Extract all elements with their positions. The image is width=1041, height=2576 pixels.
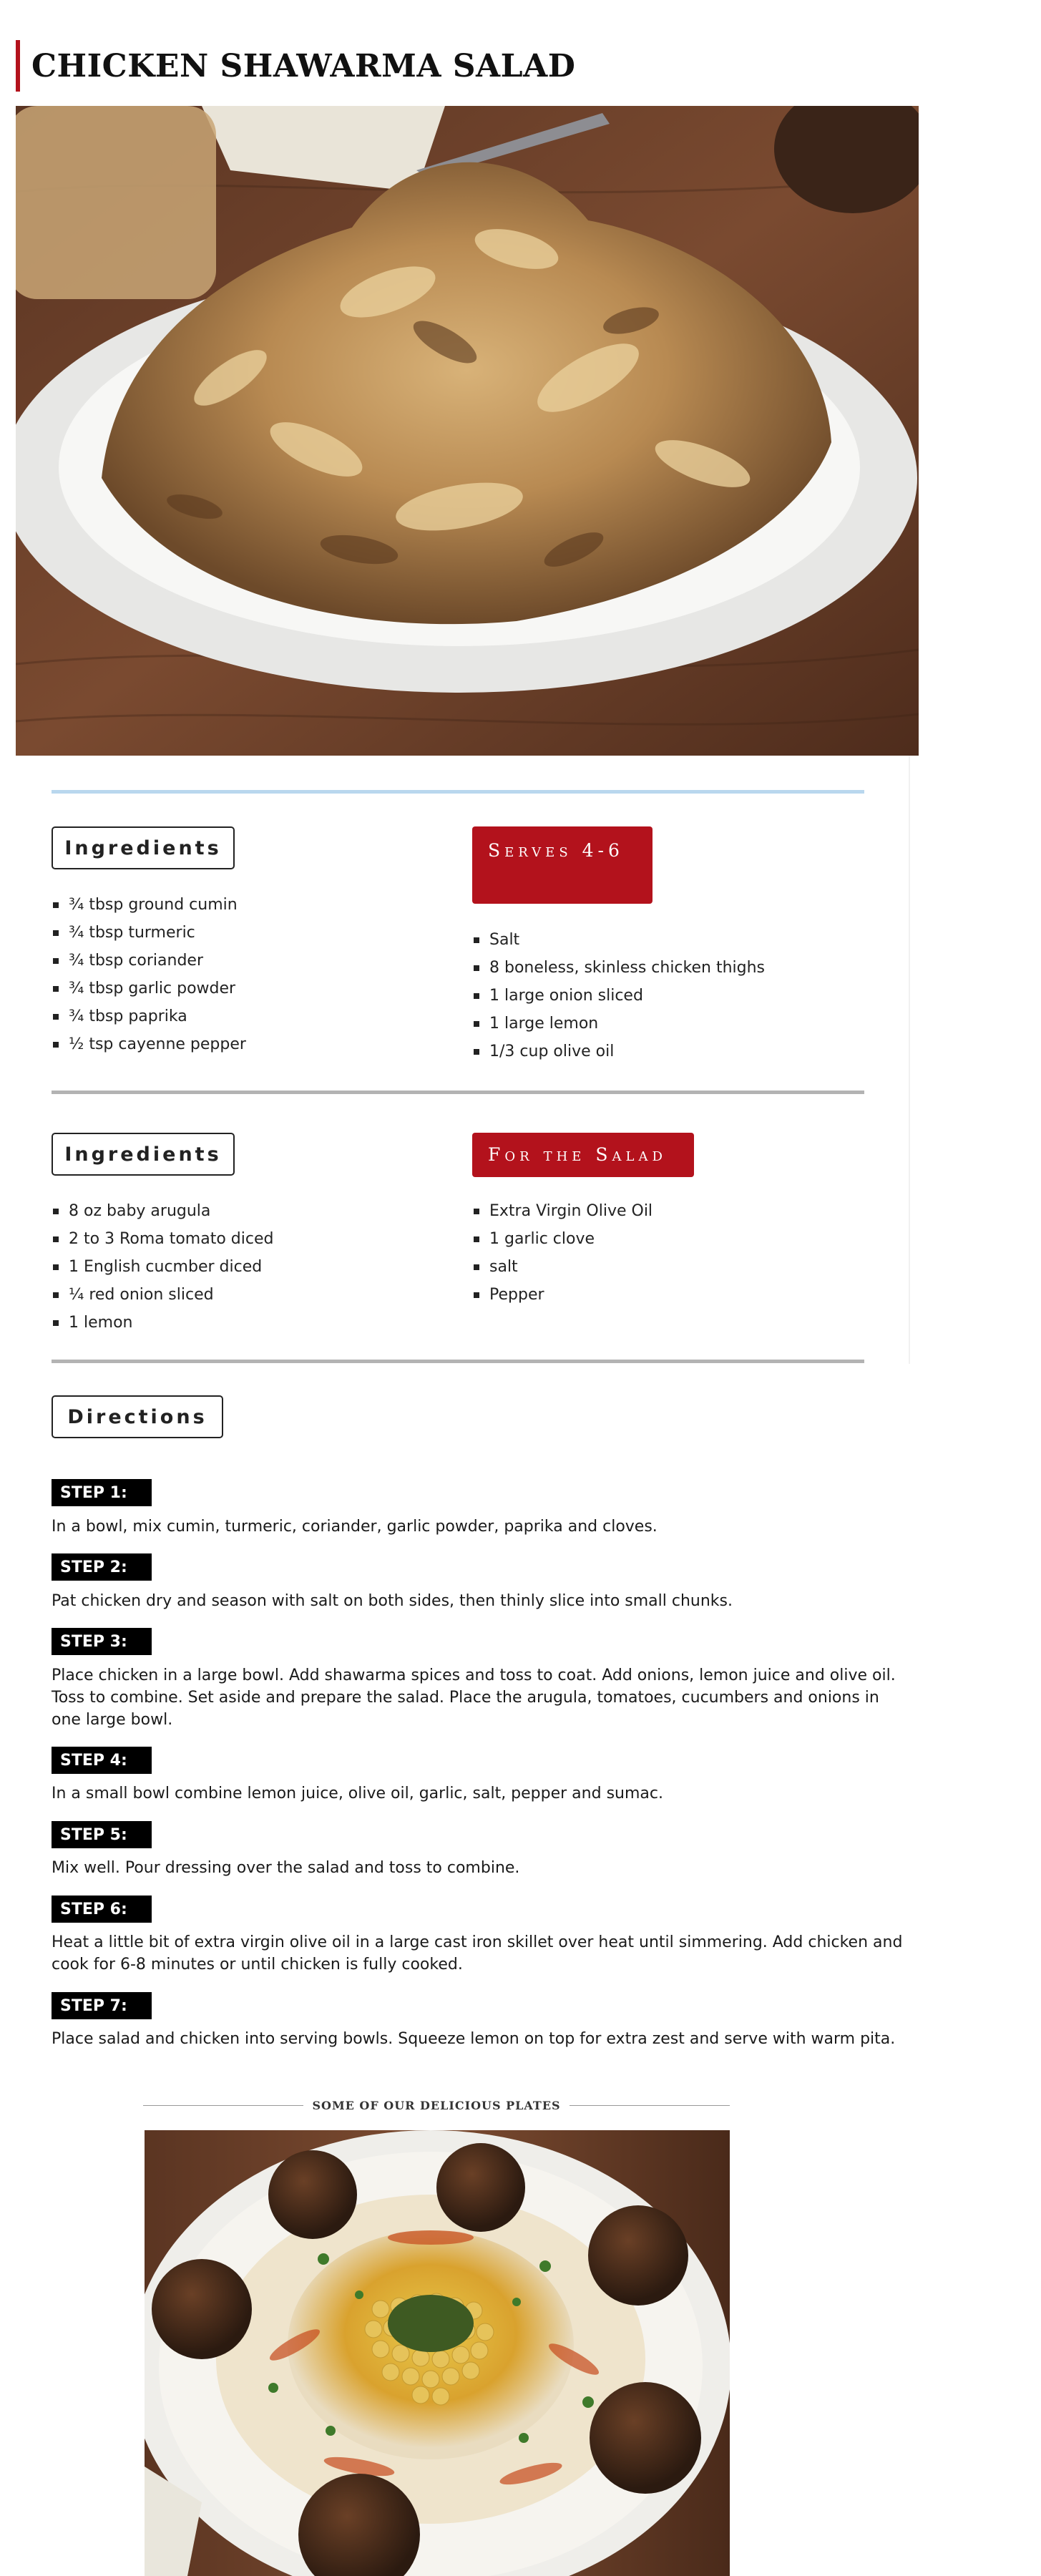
- step-3-text: Place chicken in a large bowl. Add shawarma spices and toss to coat. Add onions, lemon juice and olive oil. Toss to combine. Set aside and prepare the salad. Place the arugula, tomatoes, cucumbers and onions in one large bowl.: [52, 1667, 896, 1729]
- step-2-text: Pat chicken dry and season with salt on both sides, then thinly slice into small chunks.: [52, 1592, 733, 1610]
- caption-rule-right: [570, 2105, 730, 2106]
- list-item: 1 large lemon: [472, 1010, 901, 1038]
- serves-badge: Serves 4-6: [472, 826, 653, 904]
- main-ingredients-list: [472, 926, 901, 1065]
- list-item: ¾ tbsp turmeric: [52, 919, 452, 947]
- list-item: 1 garlic clove: [472, 1225, 901, 1253]
- directions-heading: Directions: [52, 1395, 223, 1438]
- ingredients-heading-1: Ingredients: [52, 826, 235, 869]
- section-divider-blue: [52, 790, 864, 794]
- title-block: [16, 40, 575, 92]
- list-item: ¾ tbsp ground cumin: [52, 891, 452, 919]
- list-item: ¾ tbsp coriander: [52, 947, 452, 975]
- step-6-text: Heat a little bit of extra virgin olive oil in a large cast iron skillet over heat until simmering. Add chicken and cook for 6-8 minutes or until chicken is fully cooked.: [52, 1933, 903, 1974]
- step-1-badge: STEP 1:: [52, 1479, 152, 1506]
- gallery-caption: [143, 2094, 730, 2116]
- panel-edge: [909, 756, 910, 1364]
- list-item: ¾ tbsp garlic powder: [52, 975, 452, 1002]
- dressing-ingredients-list: [472, 1197, 901, 1309]
- page-title: CHICKEN SHAWARMA SALAD: [31, 47, 576, 84]
- section-divider-gray: [52, 1360, 864, 1363]
- list-item: 1 large onion sliced: [472, 982, 901, 1010]
- list-item: ¼ red onion sliced: [52, 1281, 452, 1309]
- hero-shawarma-photo: [16, 106, 919, 756]
- list-item: 1 lemon: [52, 1309, 452, 1337]
- caption-text: SOME OF OUR DELICIOUS PLATES: [312, 2098, 561, 2112]
- ingredients-heading-2: Ingredients: [52, 1133, 235, 1176]
- step-7-text: Place salad and chicken into serving bowls. Squeeze lemon on top for extra zest and serve with warm pita.: [52, 2030, 896, 2048]
- caption-rule-left: [143, 2105, 303, 2106]
- section-divider-gray: [52, 1091, 864, 1094]
- list-item: ½ tsp cayenne pepper: [52, 1030, 452, 1058]
- list-item: ¾ tbsp paprika: [52, 1002, 452, 1030]
- list-item: salt: [472, 1253, 901, 1281]
- list-item: 2 to 3 Roma tomato diced: [52, 1225, 452, 1253]
- step-6-badge: STEP 6:: [52, 1896, 152, 1923]
- step-3-badge: STEP 3:: [52, 1628, 152, 1655]
- salad-badge: For the Salad: [472, 1133, 694, 1177]
- step-1-text: In a bowl, mix cumin, turmeric, coriander, garlic powder, paprika and cloves.: [52, 1518, 658, 1536]
- step-5-text: Mix well. Pour dressing over the salad and toss to combine.: [52, 1859, 520, 1877]
- list-item: 1 English cucmber diced: [52, 1253, 452, 1281]
- step-4-badge: STEP 4:: [52, 1747, 152, 1774]
- step-4-text: In a small bowl combine lemon juice, olive oil, garlic, salt, pepper and sumac.: [52, 1785, 663, 1802]
- step-7-badge: STEP 7:: [52, 1992, 152, 2019]
- list-item: Pepper: [472, 1281, 901, 1309]
- spice-ingredients-list: [52, 891, 452, 1058]
- step-5-badge: STEP 5:: [52, 1821, 152, 1848]
- salad-ingredients-list: [52, 1197, 452, 1337]
- step-2-badge: STEP 2:: [52, 1553, 152, 1581]
- hummus-falafel-photo: [145, 2130, 730, 2576]
- list-item: Extra Virgin Olive Oil: [472, 1197, 901, 1225]
- list-item: 8 oz baby arugula: [52, 1197, 452, 1225]
- list-item: Salt: [472, 926, 901, 954]
- title-accent-bar: [16, 40, 20, 92]
- list-item: 1/3 cup olive oil: [472, 1038, 901, 1065]
- list-item: 8 boneless, skinless chicken thighs: [472, 954, 901, 982]
